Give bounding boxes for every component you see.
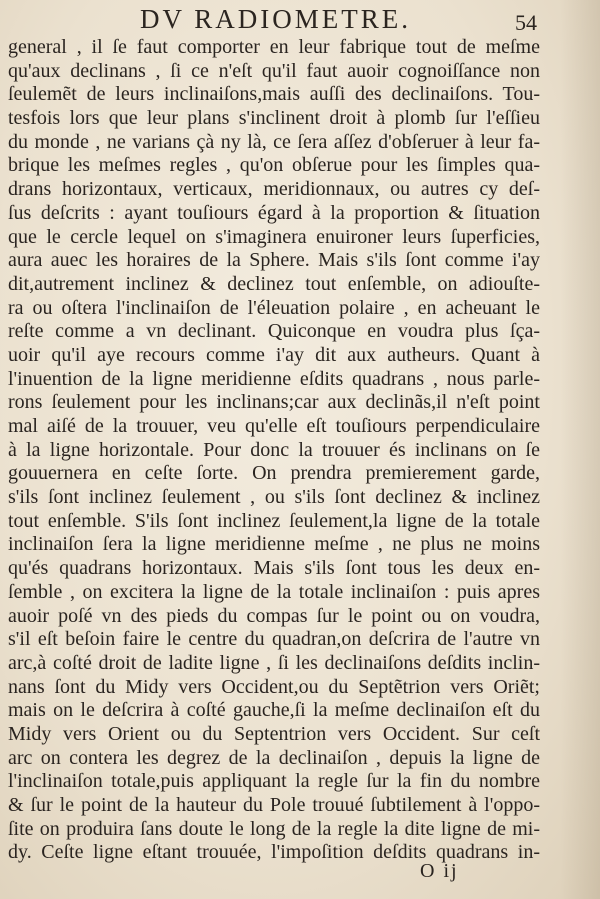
text-line: ſite on produira ſans doute le long de la regle la dite ligne de mi- — [8, 817, 540, 840]
text-line: l'inuention de la ligne meridienne eſdits quadrans , nous parle- — [8, 367, 540, 390]
text-line: tout enſemble. S'ils ſont inclinez ſeulement,la ligne de la totale — [8, 509, 540, 532]
text-line: arc on contera les degrez de la declinaiſon , depuis la ligne de — [8, 746, 540, 769]
text-line: inclinaiſon ſera la ligne meridienne meſme , ne plus ne moins — [8, 533, 540, 556]
text-line: drans horizontaux, verticaux, meridionnaux, ou autres cy deſ- — [8, 178, 540, 201]
page-number: 54 — [515, 10, 537, 35]
text-line: nans ſont du Midy vers Occident,ou du Septẽtrion vers Oriẽt; — [8, 675, 540, 698]
text-line: s'il eſt beſoin faire le centre du quadran,on deſcrira de l'autre vn — [8, 628, 540, 651]
body-text — [8, 36, 540, 865]
text-line: auoir poſé vn des pieds du compas ſur le point ou on voudra, — [8, 604, 540, 627]
text-line: rons ſeulement pour les inclinans;car aux declinãs,il n'eſt point — [8, 391, 540, 414]
text-line: gouuernera en ceſte ſorte. On prendra premierement garde, — [8, 462, 540, 485]
text-line: dit,autrement inclinez & declinez tout enſemble, on adiouſte- — [8, 272, 540, 295]
text-line: ra ou oſtera l'inclinaiſon de l'éleuation polaire , en acheuant le — [8, 296, 540, 319]
page-gutter-shadow — [560, 0, 600, 899]
text-line: arc,à coſté droit de ladite ligne , ſi les declinaiſons deſdits inclin- — [8, 651, 540, 674]
text-line: qu'és quadrans horizontaux. Mais s'ils ſont tous les deux en- — [8, 557, 540, 580]
text-line: reſte comme a vn declinant. Quiconque en voudra plus ſça- — [8, 320, 540, 343]
text-line: Midy vers Orient ou du Septentrion vers Occident. Sur ceſt — [8, 722, 540, 745]
text-line: s'ils ſont inclinez ſeulement , ou s'ils ſont declinez & inclinez — [8, 486, 540, 509]
text-line: ſus deſcrits : ayant touſiours égard à la proportion & ſituation — [8, 201, 540, 224]
text-line: à la ligne horizontale. Pour donc la trouuer és inclinans on ſe — [8, 438, 540, 461]
text-line: dy. Ceſte ligne eſtant trouuée, l'impoſition deſdits quadrans in- — [8, 841, 540, 864]
text-line: aura auec les horaires de la Sphere. Mais s'ils ſont comme i'ay — [8, 249, 540, 272]
text-line: general , il ſe faut comporter en leur fabrique tout de meſme — [8, 36, 540, 58]
running-head — [0, 4, 600, 34]
text-line: ſeulemẽt de leurs inclinaiſons,mais auſſi des declinaiſons. Tou- — [8, 83, 540, 106]
text-line: uoir qu'il aye recours comme i'ay dit aux autheurs. Quant à — [8, 343, 540, 366]
text-line: & ſur le point de la hauteur du Pole trouué ſubtilement à l'oppo- — [8, 794, 540, 816]
signature-mark: O ij — [420, 860, 459, 882]
text-line: l'inclinaiſon totale,puis appliquant la regle ſur la fin du nombre — [8, 770, 540, 793]
text-line: mal aiſé de la trouuer, veu qu'elle eſt touſiours perpendiculaire — [8, 415, 540, 437]
running-title: DV RADIOMETRE. — [140, 4, 411, 34]
text-line: que le cercle lequel on s'imaginera enuironer leurs ſuperficies, — [8, 225, 540, 248]
text-line: brique les meſmes regles , qu'on obſerue pour les ſimples qua- — [8, 154, 540, 177]
text-line: mais on le deſcrira à coſté gauche,ſi la meſme declinaiſon eſt du — [8, 699, 540, 722]
text-line: qu'aux declinans , ſi ce n'eſt qu'il faut auoir cognoiſſance non — [8, 59, 540, 82]
text-line: du monde , ne varians çà ny là, ce ſera aſſez d'obſeruer à leur fa- — [8, 130, 540, 153]
text-line: ſemble , on excitera la ligne de la totale inclinaiſon : puis apres — [8, 580, 540, 603]
text-line: tesfois lors que leur plans s'inclinent droit à plomb ſur l'eſſieu — [8, 107, 540, 130]
